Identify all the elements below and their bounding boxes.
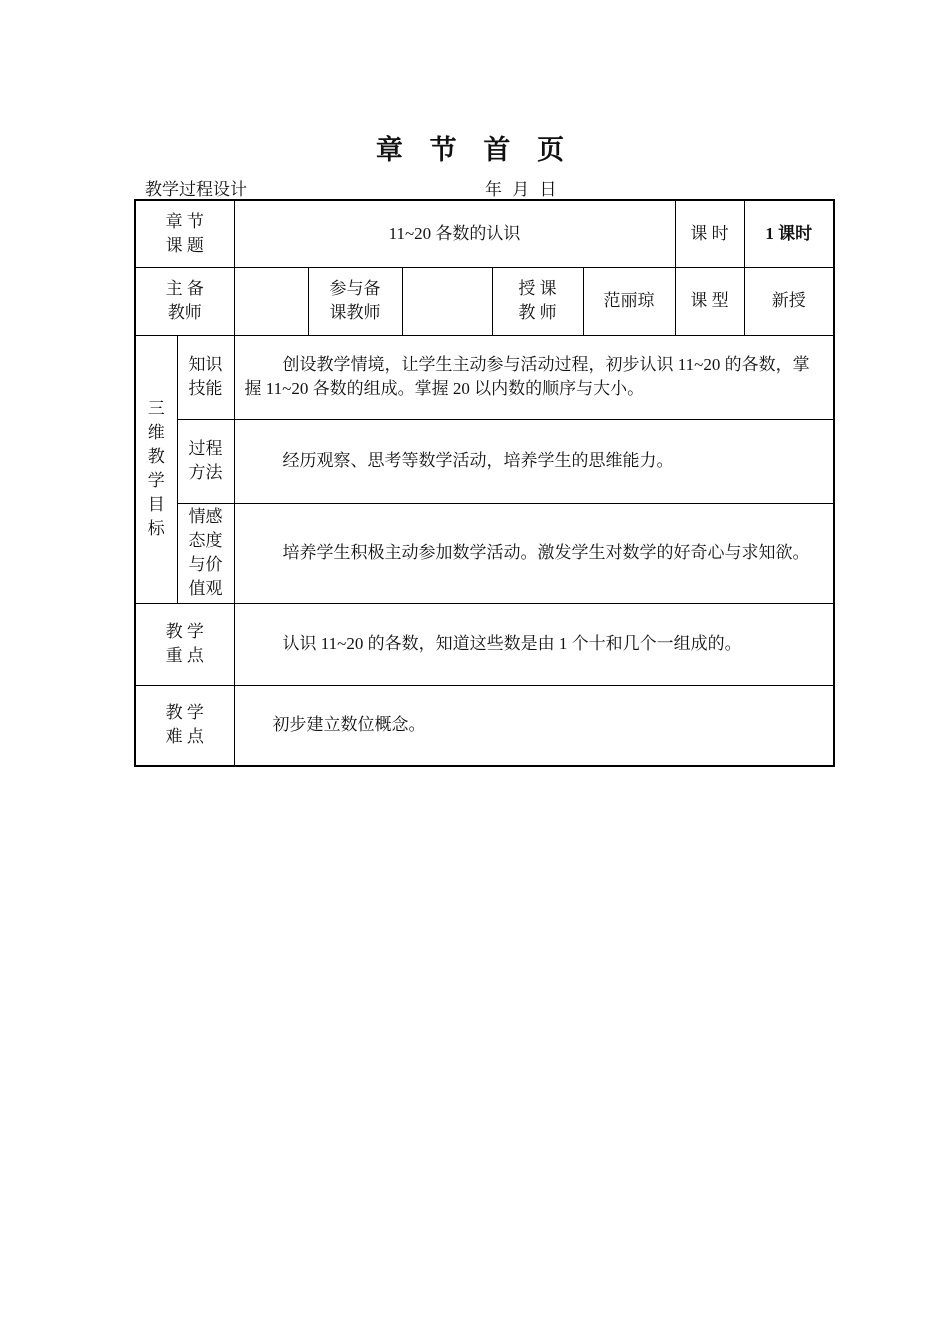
goals-label-char: 学 (147, 471, 165, 490)
main-teacher-label-cell (135, 267, 234, 335)
goals-label-char: 维 (147, 423, 165, 442)
goals-label-cell (135, 335, 177, 603)
emotion-label-line: 值观 (188, 579, 223, 598)
goals-label-char: 目 (147, 495, 165, 514)
teaching-teacher-label-line2: 教 师 (518, 303, 557, 322)
co-teacher-value (402, 267, 492, 335)
chapter-label-line2: 课 题 (165, 235, 204, 255)
type-label: 课 型 (675, 267, 744, 335)
focus-label-line2: 重 点 (165, 646, 204, 665)
goals-label-char: 教 (147, 447, 165, 466)
emotion-label-cell (177, 503, 234, 603)
process-label-line2: 方法 (188, 463, 223, 482)
type-value: 新授 (744, 267, 834, 335)
date-label: 年 月 日 (485, 180, 557, 199)
page-title: 章 节 首 页 (375, 135, 575, 165)
focus-label-line1: 教 学 (165, 622, 204, 641)
emotion-label-line: 态度 (188, 531, 223, 550)
document-subtitle: 教学过程设计 (145, 180, 247, 199)
goals-label-char: 标 (147, 519, 165, 538)
process-label-line1: 过程 (188, 439, 223, 458)
knowledge-label-line1: 知识 (188, 355, 223, 374)
emotion-label-line: 情感 (188, 507, 223, 526)
chapter-label-line1: 章 节 (165, 211, 204, 231)
focus-label-cell (135, 603, 234, 685)
difficulty-label-cell (135, 685, 234, 766)
difficulty-label-line1: 教 学 (165, 703, 204, 723)
difficulty-text: 初步建立数位概念。 (234, 685, 834, 766)
knowledge-label-cell (177, 335, 234, 419)
teaching-teacher-label-cell (492, 267, 583, 335)
chapter-value: 11~20 各数的认识 (234, 200, 675, 267)
process-text: 经历观察、思考等数学活动，培养学生的思维能力。 (234, 419, 834, 503)
goals-label-char: 三 (147, 399, 165, 418)
co-teacher-label-cell (308, 267, 402, 335)
lesson-plan-table (134, 199, 835, 767)
main-teacher-label-line2: 教师 (167, 303, 202, 322)
teaching-teacher-label-line1: 授 课 (518, 279, 557, 298)
co-teacher-label-line2: 课教师 (329, 303, 381, 322)
chapter-label-cell (135, 200, 234, 267)
hours-label: 课 时 (675, 200, 744, 267)
process-label-cell (177, 419, 234, 503)
emotion-label-line: 与价 (188, 555, 223, 574)
emotion-text: 培养学生积极主动参加数学活动。激发学生对数学的好奇心与求知欲。 (234, 503, 834, 603)
knowledge-label-line2: 技能 (188, 379, 223, 398)
main-teacher-label-line1: 主 备 (165, 279, 204, 298)
knowledge-text: 创设教学情境，让学生主动参与活动过程，初步认识 11~20 的各数，掌握 11~20 各数的组成。掌握 20 以内数的顺序与大小。 (234, 335, 834, 419)
co-teacher-label-line1: 参与备 (329, 279, 381, 298)
main-teacher-value (234, 267, 308, 335)
teaching-teacher-value: 范丽琼 (583, 267, 675, 335)
difficulty-label-line2: 难 点 (165, 727, 204, 747)
focus-text: 认识 11~20 的各数，知道这些数是由 1 个十和几个一组成的。 (234, 603, 834, 685)
hours-value: 1 课时 (744, 200, 834, 267)
